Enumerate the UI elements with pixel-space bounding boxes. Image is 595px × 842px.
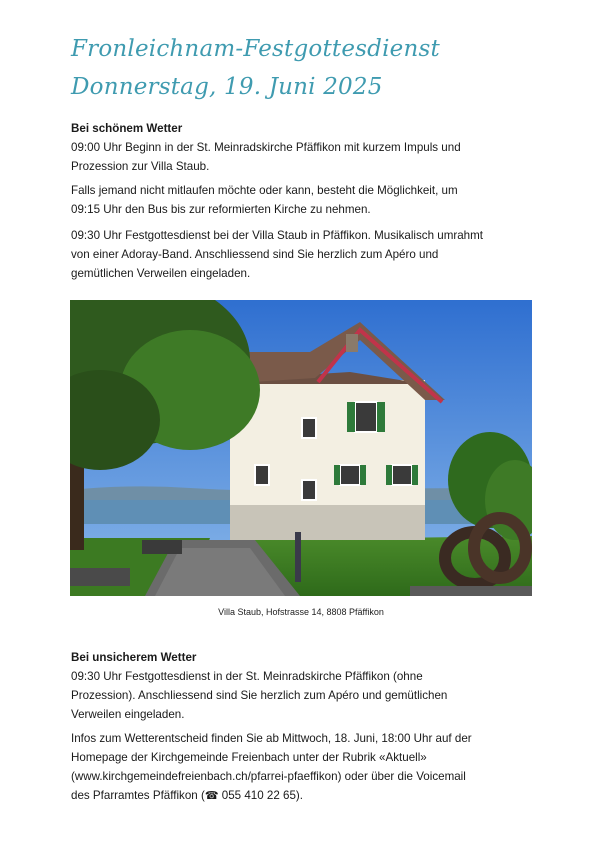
- uncertain-weather-line: Prozession). Anschliessend sind Sie herzlich zum Apéro und gemütlichen: [71, 689, 448, 702]
- photo-caption: Villa Staub, Hofstrasse 14, 8808 Pfäffikon: [218, 607, 384, 617]
- bus-line: Falls jemand nicht mitlaufen möchte oder kann, besteht die Möglichkeit, um: [71, 184, 458, 197]
- service-line: 09:30 Uhr Festgottesdienst bei der Villa Staub in Pfäffikon. Musikalisch umrahmt: [71, 229, 484, 242]
- nice-weather-line: 09:00 Uhr Beginn in der St. Meinradskirche Pfäffikon mit kurzem Impuls und: [71, 141, 461, 154]
- info-line-start: des Pfarramtes Pfäffikon (: [71, 789, 205, 802]
- villa-staub-photo: [70, 300, 532, 596]
- bus-line: 09:15 Uhr den Bus bis zur reformierten Kirche zu nehmen.: [71, 203, 371, 216]
- info-line: [71, 786, 531, 806]
- page-title: Fronleichnam-Festgottesdienst: [71, 36, 440, 62]
- info-line: Infos zum Wetterentscheid finden Sie ab Mittwoch, 18. Juni, 18:00 Uhr auf der: [71, 732, 472, 745]
- phone-number: 055 410 22 65).: [218, 789, 303, 802]
- service-line: von einer Adoray-Band. Anschliessend sind Sie herzlich zum Apéro und: [71, 248, 439, 261]
- uncertain-weather-line: 09:30 Uhr Festgottesdienst in der St. Meinradskirche Pfäffikon (ohne: [71, 670, 423, 683]
- phone-icon: ☎: [204, 790, 219, 802]
- info-line: (www.kirchgemeindefreienbach.ch/pfarrei-pfaeffikon) oder über die Voicemail: [71, 770, 466, 783]
- nice-weather-line: Prozession zur Villa Staub.: [71, 160, 210, 173]
- uncertain-weather-line: Verweilen eingeladen.: [71, 708, 185, 721]
- service-paragraph: [71, 226, 531, 283]
- bus-paragraph: [71, 181, 531, 219]
- service-line: gemütlichen Verweilen eingeladen.: [71, 267, 251, 280]
- info-paragraph: [71, 729, 531, 806]
- event-date: Donnerstag, 19. Juni 2025: [71, 74, 383, 100]
- uncertain-weather-section: [71, 648, 531, 724]
- info-line: Homepage der Kirchgemeinde Freienbach unter der Rubrik «Aktuell»: [71, 751, 427, 764]
- nice-weather-section: [71, 119, 531, 176]
- uncertain-weather-heading: Bei unsicherem Wetter: [71, 651, 197, 664]
- nice-weather-heading: Bei schönem Wetter: [71, 122, 183, 135]
